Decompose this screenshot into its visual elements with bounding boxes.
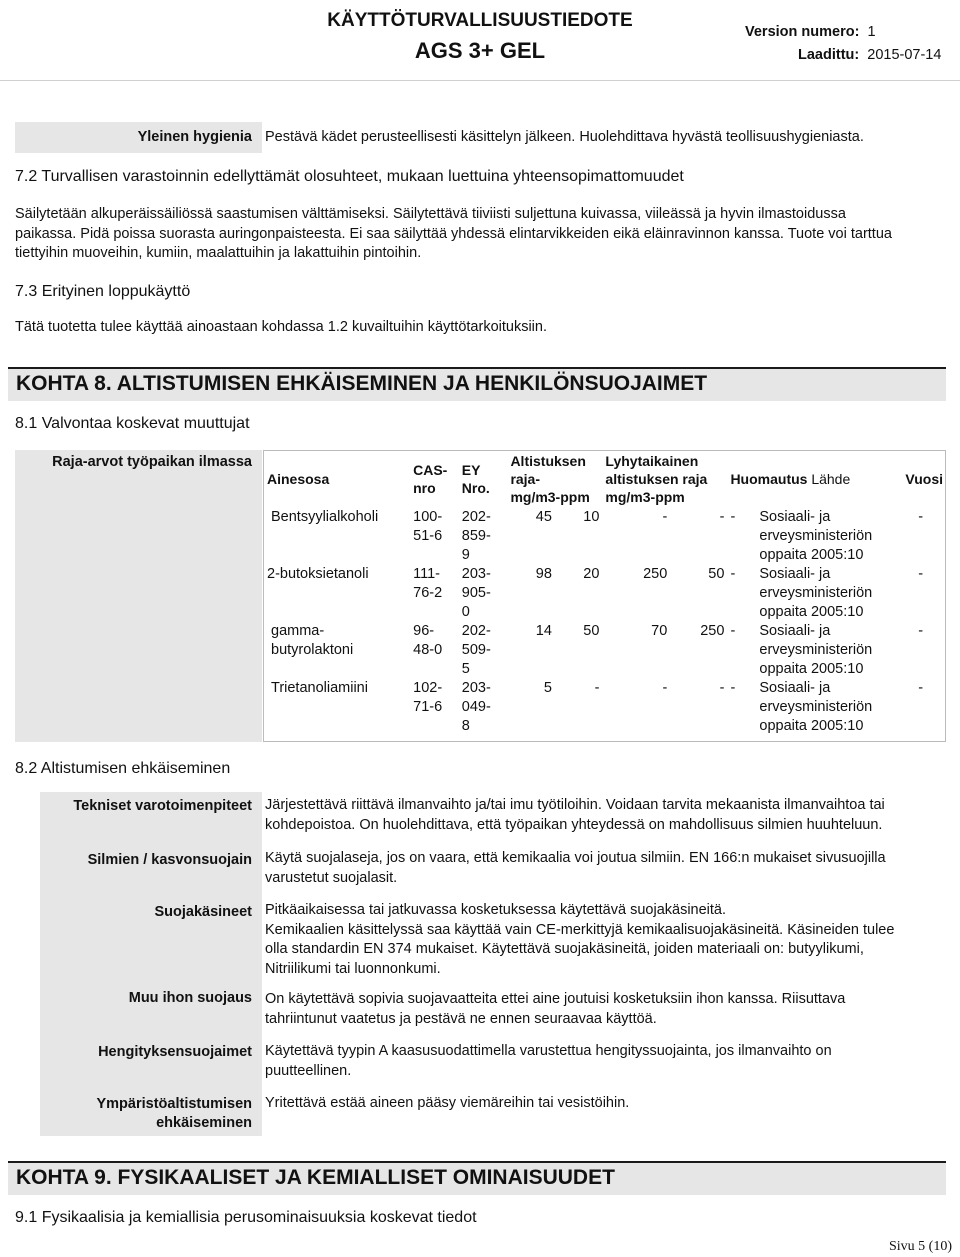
cell-l2: 50 [708,566,725,582]
cell-l2: - [719,680,725,696]
skin-protection-label: Muu ihon suojaus [40,984,262,1038]
date-label: Laadittu: [798,47,860,63]
cell-a1: 5 [543,680,552,696]
section-7-2-text [15,205,950,264]
col-vuosi: Vuosi [905,471,943,487]
technical-measures-label: Tekniset varotoimenpiteet [40,792,262,846]
respiratory-label: Hengityksensuojaimet [40,1038,262,1090]
cell-cas: 96- 48-0 [413,623,443,658]
section-7-3-text: Tätä tuotetta tulee käyttää ainoastaan kohdassa 1.2 kuvailtuihin käyttötarkoituksiin. [15,319,547,335]
version-info [745,24,876,40]
table-row [263,565,946,622]
cell-vuosi: - [918,680,924,696]
col-lyhytaikainen: Lyhytaikainen altistuksen raja mg/m3-ppm [605,453,708,505]
col-altistuksen-raja: Altistuksen raja- mg/m3-ppm [510,453,590,505]
gloves-label: Suojakäsineet [40,898,262,984]
environmental-text: Yritettävä estää aineen pääsy viemäreihin tai vesistöihin. [265,1095,630,1111]
technical-measures-text: Järjestettävä riittävä ilmanvaihto ja/tai imu työtiloihin. Voidaan tarvita mekaanista ilmanvaihtoa tai kohdepoistoa. On huolehdittava, että työpaikan yhteydessä on mahdollisuus silmien huuhteluun. [265,797,885,833]
cell-a2: 20 [583,566,600,582]
document-title: KÄYTTÖTURVALLISUUSTIEDOTE [327,10,633,31]
eye-protection-label: Silmien / kasvonsuojain [40,846,262,898]
eye-protection-text: Käytä suojalaseja, jos on vaara, että kemikaalia voi joutua silmiin. EN 166:n mukaiset sivusuojilla varustetut suojalasit. [265,850,886,886]
cell-ey: 203- 905- 0 [461,566,491,620]
cell-l2: 250 [700,623,725,639]
cell-lahde: Sosiaali- ja erveysministeriön oppaita 2005:10 [759,566,873,620]
skin-protection-text: On käytettävä sopivia suojavaatteita ettei aine joutuisi kosketuksiin ihon kanssa. Riisuttava tahriintunut vaatetus ja pestävä ne ennen seuraavaa käyttöä. [265,991,846,1027]
cell-huomautus: - [730,566,736,582]
col-cas: CAS- nro [413,462,448,496]
section-7-3-heading: 7.3 Erityinen loppukäyttö [15,283,191,300]
version-value: 1 [867,24,876,40]
section-9-title: KOHTA 9. FYSIKAALISET JA KEMIALLISET OMINAISUUDET [8,1163,946,1195]
cell-huomautus: - [730,623,736,639]
cell-l1: 250 [643,566,668,582]
cell-a2: 10 [583,509,600,525]
hygiene-label: Yleinen hygienia [15,122,262,153]
cell-a1: 45 [535,509,552,525]
page-number: Sivu 5 (10) [889,1239,952,1254]
cell-l2: - [719,509,725,525]
cell-huomautus: - [730,680,736,696]
col-huomautus-lahde: Huomautus Lähde [730,471,851,487]
cell-l1: - [662,509,668,525]
respiratory-text: Käytettävä tyypin A kaasusuodattimella varustettua hengityssuojainta, jos ilmanvaihto on puutteellinen. [265,1043,832,1079]
cell-lahde: Sosiaali- ja erveysministeriön oppaita 2005:10 [759,509,873,563]
cell-l1: - [662,680,668,696]
cell-a2: - [594,680,600,696]
table-row [263,679,946,736]
section-8-title: KOHTA 8. ALTISTUMISEN EHKÄISEMINEN JA HENKILÖNSUOJAIMET [8,369,946,401]
cell-name: gamma- butyrolaktoni [271,623,354,658]
text-line: Säilytetään alkuperäissäiliössä saastumisen välttämiseksi. Säilytettävä tiiviisti suljettuna kuivassa, viileässä ja hyvin ilmastoidussa [15,206,846,222]
hygiene-text: Pestävä kädet perusteellisesti käsittelyn jälkeen. Huolehdittava hyvästä teollisuushygieniasta. [265,129,864,145]
section-8-2-heading: 8.2 Altistumisen ehkäiseminen [15,760,231,777]
cell-ey: 203- 049- 8 [461,680,491,734]
cell-lahde: Sosiaali- ja erveysministeriön oppaita 2005:10 [759,680,873,734]
section-9-1-heading: 9.1 Fysikaalisia ja kemiallisia perusominaisuuksia koskevat tiedot [15,1209,477,1226]
cell-cas: 102- 71-6 [413,680,443,715]
cell-a1: 98 [535,566,552,582]
exposure-limits-table [263,450,946,736]
date-value: 2015-07-14 [867,47,942,63]
cell-vuosi: - [918,509,924,525]
gloves-text: Pitkäaikaisessa tai jatkuvassa kosketuksessa käytettävä suojakäsineitä. Kemikaalien käsittelyssä saa käyttää vain CE-merkittyjä kemikaalisuojakäsineitä. Käsineiden tulee olla standardin EN 374 mukaiset. Käytettävä suojakäsineitä, joiden materiaali on: butyylikumi, Nitriilikumi tai luonnonkumi. [265,902,895,977]
section-7-2-heading: 7.2 Turvallisen varastoinnin edellyttämät olosuhteet, mukaan luettuina yhteensopimattomuudet [15,168,684,185]
cell-a1: 14 [535,623,552,639]
cell-lahde: Sosiaali- ja erveysministeriön oppaita 2005:10 [759,623,873,677]
table-header-row [263,450,946,508]
col-ey: EY Nro. [461,462,490,496]
text-line: paikassa. Pidä poissa suorasta auringonpaisteesta. Ei saa säilyttää yhdessä elintarvikkeiden eikä eläinravinnon kanssa. Tuote voi tarttua [15,225,892,242]
cell-a2: 50 [583,623,600,639]
cell-cas: 111- 76-2 [413,566,443,601]
cell-name: Bentsyylialkoholi [271,509,379,525]
cell-ey: 202- 509- 5 [461,623,491,677]
cell-name: Trietanoliamiini [271,680,368,696]
section-8-1-heading: 8.1 Valvontaa koskevat muuttujat [15,415,250,432]
header-divider [0,80,960,81]
cell-cas: 100- 51-6 [413,509,443,544]
cell-vuosi: - [918,623,924,639]
cell-l1: 70 [651,623,668,639]
date-info [798,47,941,63]
cell-huomautus: - [730,509,736,525]
cell-ey: 202- 859- 9 [461,509,491,563]
text-line: tiettyihin muoveihin, kumiin, maalattuihin ja lakattuihin pintoihin. [15,245,422,261]
col-ainesosa: Ainesosa [267,471,330,487]
product-name: AGS 3+ GEL [414,38,546,63]
version-label: Version numero: [745,24,860,40]
cell-name: 2-butoksietanoli [267,566,369,582]
environmental-label: Ympäristöaltistumisen ehkäiseminen [40,1090,262,1136]
table-row [263,508,946,565]
cell-vuosi: - [918,566,924,582]
exposure-limits-label: Raja-arvot työpaikan ilmassa [15,450,262,742]
table-row [263,622,946,679]
